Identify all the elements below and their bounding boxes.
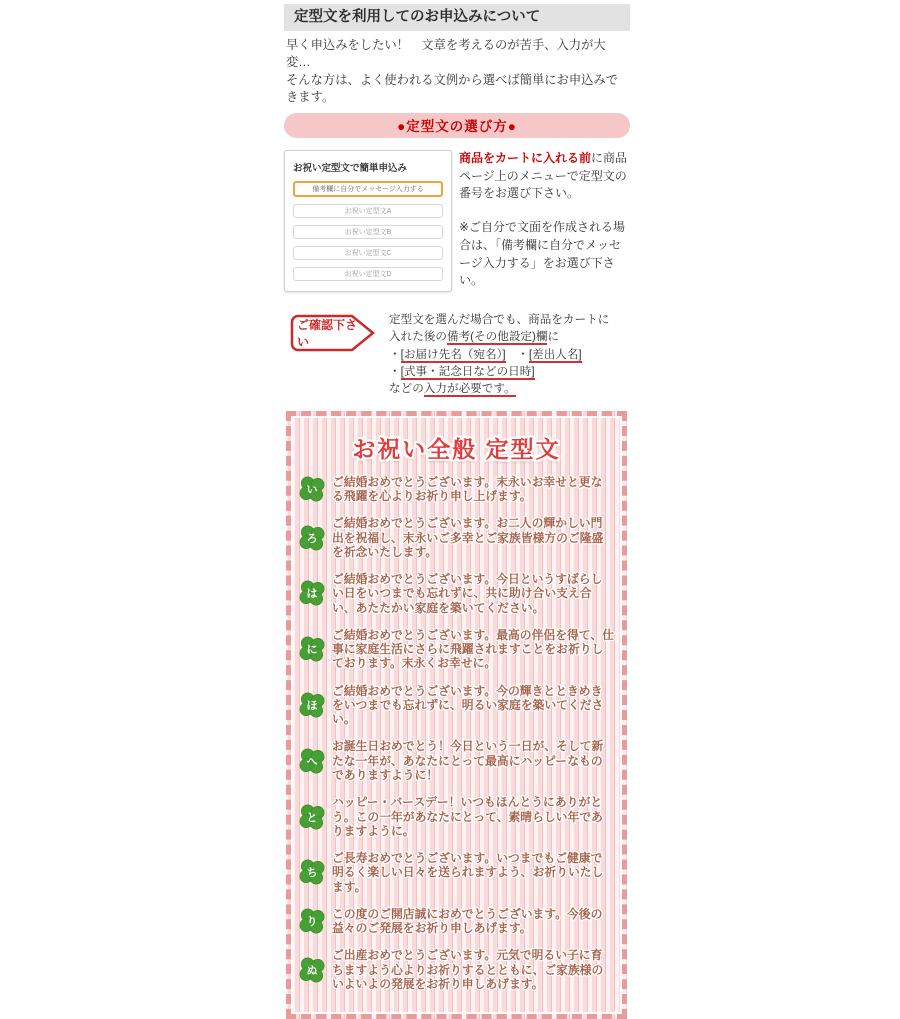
template-item [299, 795, 614, 838]
clover-icon [299, 636, 325, 662]
clover-icon [299, 804, 325, 830]
confirm-sender-name: [差出人名] [528, 347, 582, 361]
template-item-text: ご結婚おめでとうございます。今の輝きとときめきをいつまでも忘れずに、明るい家庭を築いてください。 [332, 683, 604, 727]
template-item-text: ご結婚おめでとうございます。お二人の輝かしい門出を祝福し、末永いご多幸とご家族皆様方のご隆盛を祈念いたします。 [332, 516, 604, 559]
template-item-index: は [306, 588, 318, 601]
cart-warning-text: 商品をカートに入れる前 [459, 150, 592, 165]
template-item [299, 572, 614, 615]
template-item-text: ご結婚おめでとうございます。末永いお幸せと更なる飛躍を心よりお祈り申し上げます。 [332, 474, 603, 504]
confirm-ceremony-date: [式事・記念日などの日時] [400, 364, 535, 378]
template-option-list [293, 204, 443, 281]
clover-icon [299, 476, 325, 502]
section-banner [284, 113, 630, 138]
template-item-index: に [306, 644, 318, 657]
option-free-message-button[interactable]: 備考欄に自分でメッセージ入力する [293, 181, 443, 197]
template-option-button[interactable]: お祝い定型文A [293, 204, 443, 218]
template-item-index: い [306, 484, 318, 497]
template-item-index: ろ [306, 532, 318, 545]
template-item [299, 948, 614, 991]
confirm-line-1: 定型文を選んだ場合でも、商品をカートに [389, 312, 610, 326]
template-item [299, 851, 614, 894]
intro-text [284, 37, 630, 107]
clover-icon [299, 957, 325, 983]
confirm-line-5-pre: などの [389, 382, 424, 396]
template-item [299, 739, 614, 782]
confirm-note [389, 311, 630, 398]
instruction-paragraph-1 [459, 150, 630, 203]
template-item-text: ご長寿おめでとうございます。いつまでもご健康で明るく楽しい日々を送られますよう、お祈りいたします。 [332, 851, 604, 894]
clover-icon [299, 580, 325, 606]
confirm-line-2-pre: 入れた後の [389, 330, 447, 344]
template-item-text: お誕生日おめでとう！今日という一日が、そして新たな一年が、あなたにとって最高にハッピーなものでありますように！ [332, 739, 604, 783]
template-item [299, 907, 614, 936]
confirm-badge [290, 314, 376, 352]
template-item-index: ぬ [306, 964, 318, 977]
intro-line-1: 早く申込みをしたい！ 文章を考えるのが苦手、入力が大変… [286, 38, 606, 70]
template-option-button[interactable]: お祝い定型文B [293, 225, 443, 239]
template-item-text: この度のご開店誠におめでとうございます。今後の益々のご発展をお祈り申しあげます。 [332, 906, 603, 936]
section-banner-label: ●定型文の選び方● [397, 119, 517, 135]
template-item-index: と [306, 811, 318, 824]
template-item [299, 475, 614, 504]
content-column [284, 4, 630, 1019]
template-list-box [286, 411, 627, 1019]
page-title: 定型文を利用してのお申込みについて [284, 4, 630, 31]
clover-icon [299, 859, 325, 885]
confirm-remarks-field: 備考(その他設定)欄 [446, 330, 548, 344]
clover-icon [299, 692, 325, 718]
intro-line-2: そんな方は、よく使われる文例から選べば簡単にお申込みできます。 [286, 72, 619, 105]
confirm-section [284, 311, 630, 398]
mockup-title: お祝い定型文で簡単申込み [293, 162, 408, 174]
template-item [299, 684, 614, 727]
template-list [299, 475, 614, 991]
bullet-3: ・ [389, 364, 401, 378]
template-item-text: ご出産おめでとうございます。元気で明るい子に育ちますよう心よりお祈りするとともに、ご家族様のいよいよの発展をお祈り申しあげます。 [332, 948, 604, 991]
confirm-input-required: 入力が必要です。 [423, 382, 516, 396]
instruction-text [459, 150, 630, 292]
template-item-text: ご結婚おめでとうございます。最高の伴侶を得て、仕事に家庭生活にさらに飛躍されますことをお祈りしております。末永くお幸せに。 [332, 627, 614, 671]
template-list-title: お祝い全般 定型文 [352, 435, 561, 462]
instruction-paragraph-2: ※ご自分で文面を作成される場合は、「備考欄に自分でメッセージ入力する」をお選び下さい。 [459, 220, 626, 288]
template-option-button[interactable]: お祝い定型文D [293, 267, 443, 281]
confirm-recipient-name: [お届け先名（宛名）] [400, 347, 506, 361]
clover-icon [299, 908, 325, 934]
bullet-2: ・ [517, 347, 529, 361]
template-item [299, 516, 614, 559]
order-form-mockup [284, 150, 452, 292]
clover-icon [299, 525, 325, 551]
template-option-button[interactable]: お祝い定型文C [293, 246, 443, 260]
clover-icon [299, 748, 325, 774]
instruction-paragraph-1-rest: に商品ページ上のメニューで定型文の番号をお選び下さい。 [459, 150, 628, 201]
template-item-text: ご結婚おめでとうございます。今日というすばらしい日をいつまでも忘れずに、共に助け合い支え合い、あたたかい家庭を築いてください。 [332, 572, 603, 615]
instruction-columns [284, 150, 630, 292]
template-item-index: り [306, 916, 318, 929]
template-item-index: へ [306, 755, 318, 768]
confirm-badge-label: ご確認下さい [297, 317, 358, 349]
confirm-line-2-post: に [547, 330, 560, 344]
template-item-text: ハッピー・バースデー！いつもほんとうにありがとう。この一年があなたにとって、素晴らしい年でありますように。 [332, 795, 603, 838]
confirm-line-3-sep [506, 348, 518, 361]
bullet-1: ・ [389, 347, 401, 361]
template-item [299, 628, 614, 671]
template-item-index: ち [306, 867, 318, 880]
template-item-index: ほ [306, 700, 318, 713]
